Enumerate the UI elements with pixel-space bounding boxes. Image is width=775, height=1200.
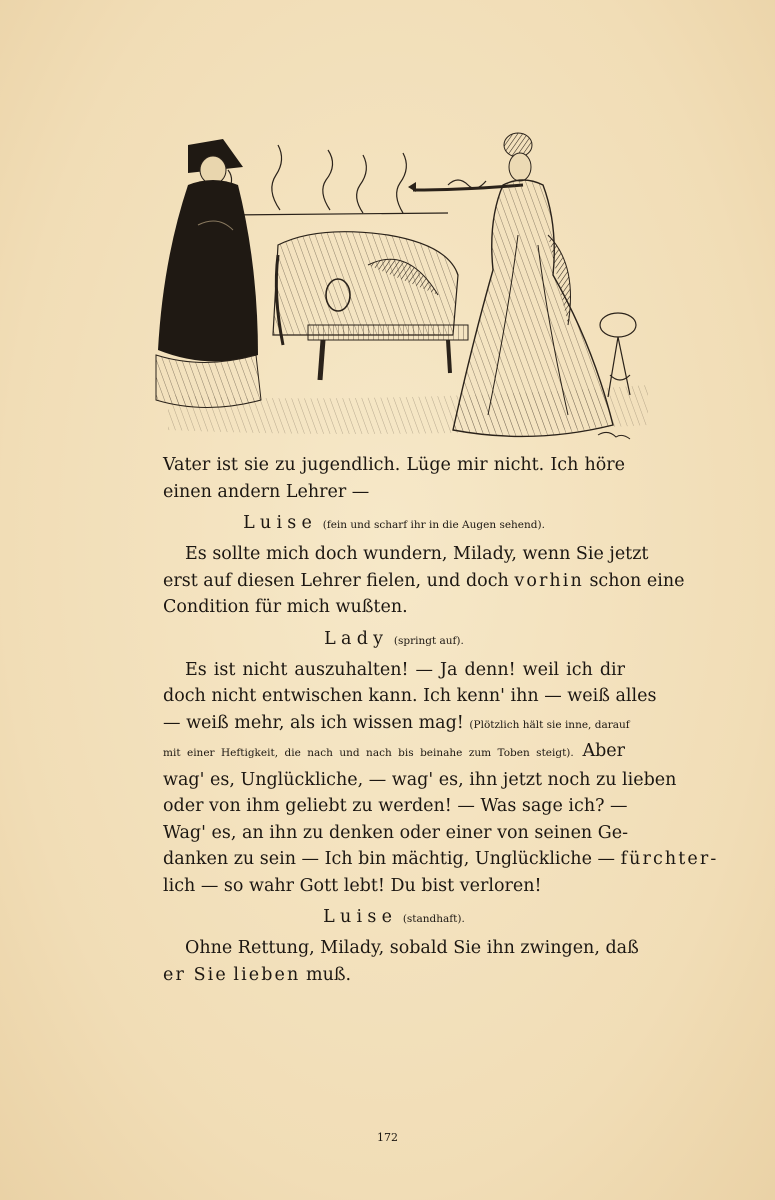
speaker-name: Lady [324,628,389,649]
speaker-name: Luise [243,513,318,533]
engraving-illustration [128,125,650,450]
text-line: Es ist nicht auszuhalten! — Ja denn! weil ich dir [185,659,625,680]
speaker-heading [163,510,625,538]
text-span: danken zu sein — Ich bin mächtig, Unglückliche — [163,849,616,869]
side-stand [600,313,636,397]
text-line: Es sollte mich doch wundern, Milady, wenn Sie jetzt [185,544,649,564]
text-line [163,962,625,989]
text-line: einen andern Lehrer — [163,481,370,502]
text-span: — weiß mehr, als ich wissen mag! [163,712,464,733]
wall-ornaments [223,145,486,215]
stage-direction: (fein und scharf ihr in die Augen sehend). [322,519,545,531]
text-line: doch nicht entwischen kann. Ich kenn' ihn — weiß alles [163,686,657,706]
play-text [163,452,719,988]
stage-direction: (standhaft). [402,913,465,925]
text-line [163,738,625,767]
speaker-heading [163,626,625,654]
text-line: wag' es, Unglückliche, — wag' es, ihn jetzt noch zu lieben [163,769,677,790]
text-line: Vater ist sie zu jugendlich. Lüge mir nicht. Ich höre [163,455,625,475]
stage-direction: (springt auf). [393,634,464,647]
emphasis-text: er Sie [163,964,228,985]
text-line: Wag' es, an ihn zu denken oder einer von seinen Ge- [163,822,629,843]
text-line [163,846,719,873]
text-span: schon eine [589,570,685,591]
stage-direction: mit einer Heftigkeit, die nach und nach bis beinahe zum Toben steigt). [163,747,574,759]
sofa [273,232,468,380]
text-line: oder von ihm geliebt zu werden! — Was sage ich? — [163,796,628,816]
text-line [163,710,630,739]
speaker-heading [163,904,625,932]
text-span: Aber [582,741,625,761]
text-span: erst auf diesen Lehrer fielen, und doch [163,570,509,591]
text-line: lich — so wahr Gott lebt! Du bist verloren! [163,875,542,896]
page-number: 172 [377,1131,398,1144]
stage-direction: (Plötzlich hält sie inne, darauf [469,718,630,731]
text-line: Condition für mich wußten. [163,597,408,617]
speaker-name: Luise [323,907,398,927]
artist-signature [598,432,630,439]
emphasis-text: fürchter- [620,849,719,869]
figure-woman-cloak [156,139,261,408]
text-line [163,568,685,595]
text-line: Ohne Rettung, Milady, sobald Sie ihn zwingen, daß [185,938,639,958]
text-span: muß. [305,964,352,985]
emphasis-text: lieben [233,964,301,985]
emphasis-text: vorhin [514,570,584,591]
